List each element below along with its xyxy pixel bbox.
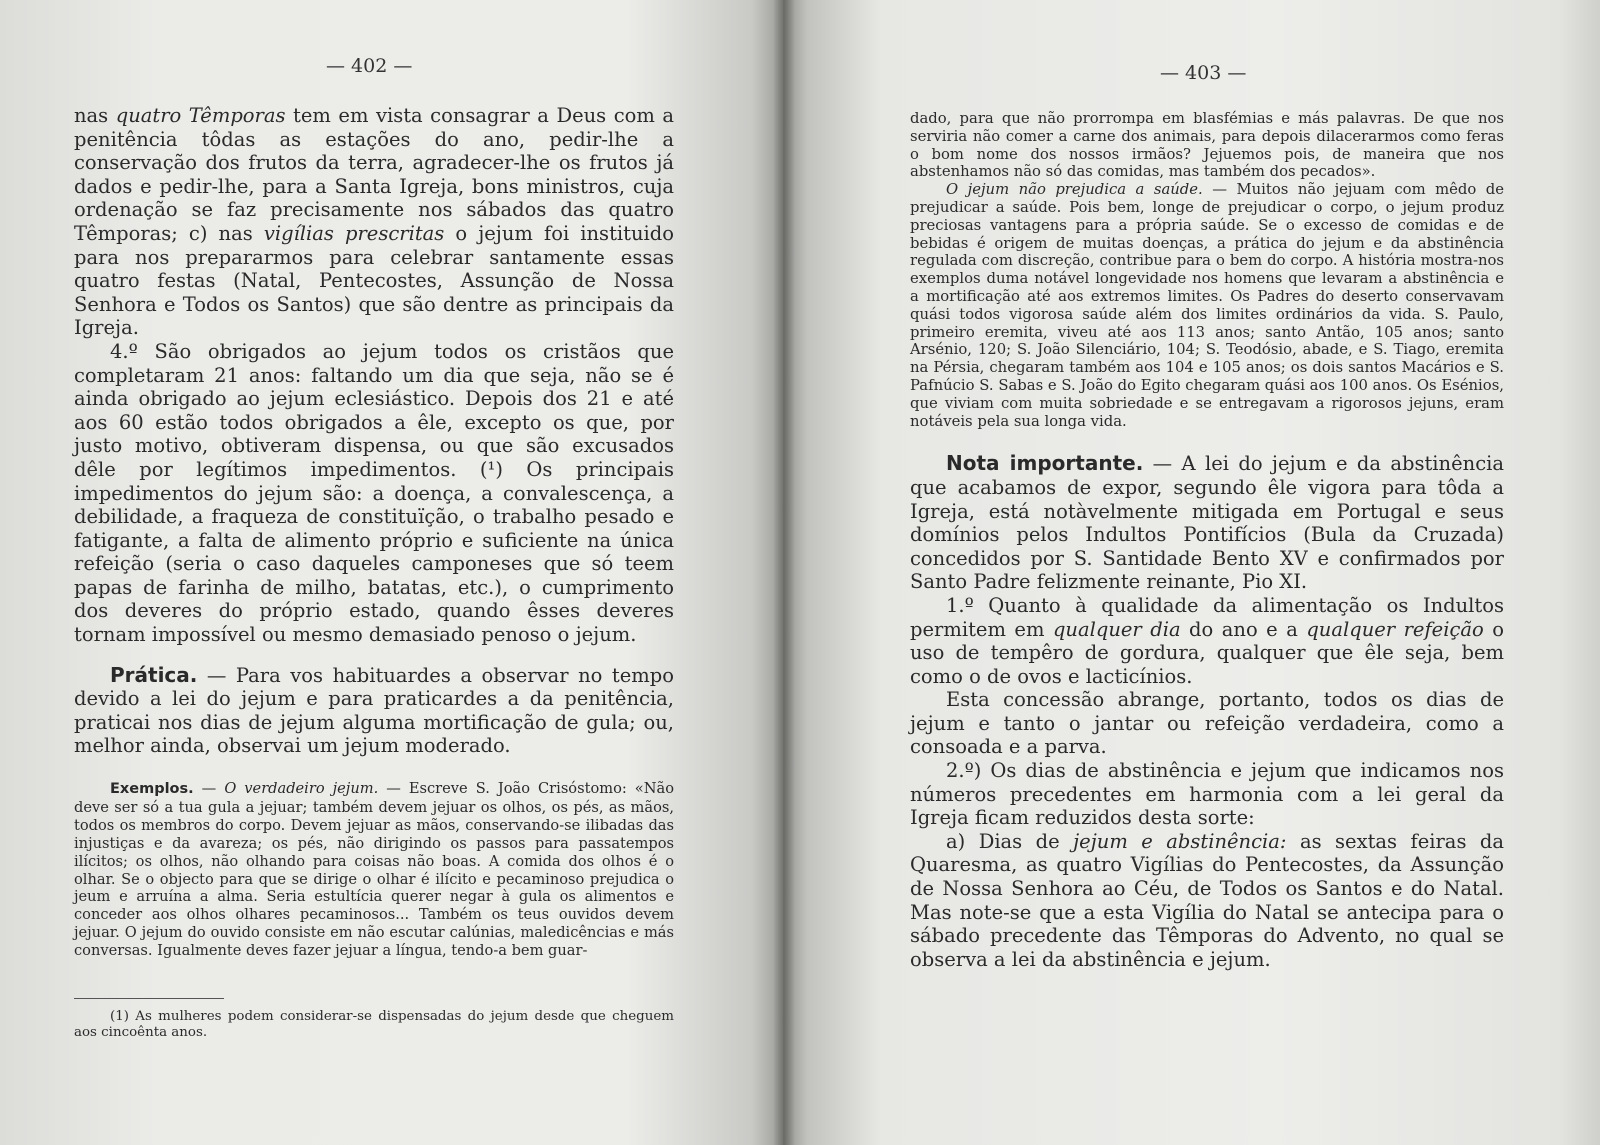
- paragraph-qualidade: 1.º Quanto à qualidade da alimentação os Indultos permitem em qualquer dia do ano e a qualquer refeição o uso de tempêro de gordura, qualquer que êle seja, bem como o de ovos e lacticínios.: [910, 593, 1504, 688]
- page-number-right: — 403 —: [1160, 62, 1247, 84]
- paragraph-blasfemias: dado, para que não prorrompa em blasfémias e más palavras. De que nos serviria não comer a carne dos animais, para depois dilacerarmos como feras o bom nome dos nossos irmãos? Jejuemos pois, de maneira que nos abstenhamos não só das comidas, mas também dos pecados».: [910, 110, 1504, 181]
- paragraph-temporas: nas quatro Têmporas tem em vista consagrar a Deus com a penitência tôdas as estações do ano, pedir-lhe a conservação dos frutos da terra, agradecer-lhe os frutos já dados e pedir-lhe, para a Santa Igreja, bons ministros, cuja ordenação se faz precisamente nos sábados das quatro Têmporas; c) nas vigílias prescritas o jejum foi instituido para nos prepararmos para celebrar santamente essas quatro festas (Natal, Pentecostes, Assunção de Nossa Senhora e Todos os Santos) que são dentre as principais da Igreja.: [74, 104, 674, 340]
- paragraph-nota-importante: Nota importante. — A lei do jejum e da abstinência que acabamos de expor, segundo êle vigora para tôda a Igreja, está notàvelmente mitigada em Portugal e seus domínios pelos Indultos Pontifícios (Bula da Cruzada) concedidos por S. Santidade Bento XV e confirmados por Santo Padre felizmente reinante, Pio XI.: [910, 451, 1504, 594]
- left-page: [0, 0, 783, 1145]
- paragraph-pratica: Prática. — Para vos habituardes a observar no tempo devido a lei do jejum e para praticardes a da penitência, praticai nos dias de jejum alguma mortificação de gula; ou, melhor ainda, observai um jejum moderado.: [74, 662, 674, 758]
- exemplos-label: Exemplos.: [110, 781, 194, 798]
- page-number-left: — 402 —: [326, 55, 413, 77]
- nota-label: Nota importante.: [946, 451, 1144, 476]
- paragraph-concessao: Esta concessão abrange, portanto, todos os dias de jejum e tanto o jantar ou refeição verdadeira, como a consoada e a parva.: [910, 688, 1504, 759]
- book-gutter: [773, 0, 795, 1145]
- paragraph-abstinencia: a) Dias de jejum e abstinência: as sextas feiras da Quaresma, as quatro Vigílias do Pentecostes, da Assunção de Nossa Senhora ao Céu, de Todos os Santos e do Natal. Mas note-se que a esta Vigília do Natal se antecipa para o sábado precedente das Têmporas do Advento, no qual se observa a lei da abstinência e jejum.: [910, 829, 1505, 971]
- right-text-column: [910, 110, 1504, 971]
- left-text-column: [74, 104, 674, 1041]
- footnote: (1) As mulheres podem considerar-se dispensadas do jejum desde que cheguem aos cincoênta anos.: [74, 1009, 674, 1041]
- pratica-label: Prática.: [110, 662, 198, 687]
- footnote-divider: [74, 998, 224, 999]
- right-page: [783, 0, 1600, 1145]
- paragraph-exemplos: Exemplos. — O verdadeiro jejum. — Escreve S. João Crisóstomo: «Não deve ser só a tua gula a jejuar; também devem jejuar os olhos, os pés, as mãos, todos os membros do corpo. Devem jejuar as mãos, conservando-se ilibadas das injustiças e da avareza; os pés, não dirigindo os passos para passatempos ilícitos; os olhos, não olhando para coisas não boas. A comida dos olhos é o olhar. Se o objecto para que se dirige o olhar é ilícito e pecaminoso prejudica o jeum e arruína a alma. Seria estultícia querer negar à gula os alimentos e conceder aos olhos olhares pecaminosos... Também os teus ouvidos devem jejuar. O jejum do ouvido consiste em não escutar calúnias, maledicências e más conversas. Igualmente deves fazer jejuar a língua, tendo-a bem guar-: [74, 780, 674, 960]
- paragraph-saude: O jejum não prejudica a saúde. — Muitos não jejuam com mêdo de prejudicar a saúde. Pois bem, longe de prejudicar o corpo, o jejum produz preciosas vantagens para a própria saúde. Se o excesso de comidas e de bebidas é origem de muitas doenças, a prática do jejum e da abstinência regulada com discreção, contribue para o bem do corpo. A história mostra-nos exemplos duma notável longevidade nos homens que levaram a abstinência e a mortificação até aos extremos limites. Os Padres do deserto conservavam quási todos vigorosa saúde além dos limites ordinários da vida. S. Paulo, primeiro eremita, viveu até aos 113 anos; santo Antão, 105 anos; santo Arsénio, 120; S. João Silenciário, 104; S. Teodósio, abade, e S. Tiago, eremita na Pérsia, chegaram também aos 104 e 105 anos; os dois santos Macários e S. Pafnúcio S. Sabas e S. João do Egito chegaram quási aos 100 anos. Os Esénios, que viviam com muita sobriedade e se entregavam a rigorosos jejuns, eram notáveis pela sua longa vida.: [910, 181, 1504, 430]
- paragraph-obrigados: 4.º São obrigados ao jejum todos os cristãos que completaram 21 anos: faltando um dia que seja, não se é ainda obrigado ao jejum eclesiástico. Depois dos 21 e até aos 60 estão todos obrigados a êle, excepto os que, por justo motivo, obtiveram dispensa, ou que são excusados dêle por legítimos impedimentos. (¹) Os principais impedimentos do jejum são: a doença, a convalescença, a debilidade, a fraqueza de constituïção, o trabalho pesado e fatigante, a falta de alimento próprio e suficiente na única refeição (seria o caso daqueles camponeses que só teem papas de farinha de milho, batatas, etc.), o cumprimento dos deveres do próprio estado, quando êsses deveres tornam impossível ou mesmo demasiado penoso o jejum.: [74, 339, 674, 647]
- paragraph-dias: 2.º) Os dias de abstinência e jejum que indicamos nos números precedentes em harmonia com a lei geral da Igreja ficam reduzidos desta sorte:: [910, 759, 1504, 830]
